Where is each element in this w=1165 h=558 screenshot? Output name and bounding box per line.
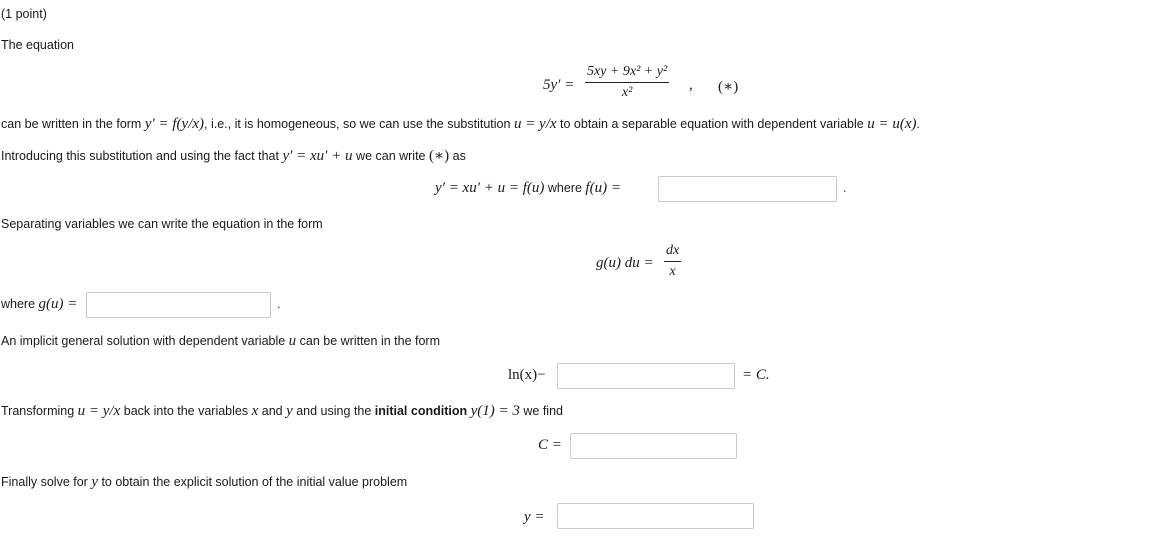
- math-derivative: y′ = xu′ + u: [282, 148, 353, 164]
- math-y: y: [91, 474, 98, 490]
- f-period: .: [843, 180, 847, 195]
- math-substitution: u = y/x: [513, 116, 557, 132]
- intro-text: The equation: [1, 38, 74, 52]
- math-f-label: f(u) =: [585, 180, 621, 196]
- equation-lhs: 5y′ =: [543, 77, 575, 93]
- math-g-label: g(u) =: [38, 296, 78, 312]
- text: can be written in the form: [296, 334, 440, 348]
- final-text: [1, 474, 407, 491]
- text: we can write: [352, 149, 429, 163]
- dx-over-x-fraction: [664, 243, 681, 280]
- g-u-input[interactable]: [86, 292, 271, 318]
- text: as: [449, 149, 466, 163]
- equation-comma: ,: [689, 77, 693, 93]
- f-u-input[interactable]: [658, 176, 837, 202]
- text: .: [916, 117, 920, 131]
- fraction-numerator: dx: [666, 243, 680, 258]
- text: , i.e., it is homogeneous, so we can use the substitution: [204, 117, 514, 131]
- text: An implicit general solution with dependent variable: [1, 334, 289, 348]
- text: Introducing this substitution and using the fact that: [1, 149, 283, 163]
- implicit-input[interactable]: [557, 363, 735, 389]
- math-x: x: [251, 403, 259, 419]
- equation-fraction: [585, 64, 669, 101]
- math-f-lhs: y′ = xu′ + u = f(u): [435, 180, 545, 196]
- text: and using the: [292, 404, 375, 418]
- math-u-sub: u = y/x: [77, 403, 121, 419]
- text: back into the variables: [120, 404, 252, 418]
- equation-numerator: 5xy + 9x² + y²: [587, 64, 668, 79]
- f-equation: [435, 180, 621, 197]
- math-star: (∗): [428, 148, 450, 164]
- text: Finally solve for: [1, 475, 92, 489]
- math-form: y′ = f(y/x): [144, 116, 205, 132]
- initial-condition-label: initial condition: [374, 404, 468, 418]
- implicit-rhs: = C.: [742, 367, 770, 383]
- implicit-lhs: ln(x)−: [508, 367, 546, 383]
- math-initial-condition: y(1) = 3: [470, 403, 520, 419]
- y-input[interactable]: [557, 503, 754, 529]
- equation-denominator: x²: [621, 85, 633, 100]
- substitution-sentence: [1, 146, 466, 165]
- implicit-text: [1, 333, 440, 350]
- separating-text: Separating variables we can write the equation in the form: [1, 217, 323, 231]
- c-input[interactable]: [570, 433, 737, 459]
- text: Transforming: [1, 404, 78, 418]
- text: to obtain a separable equation with dependent variable: [556, 117, 868, 131]
- where-g-label: [1, 296, 77, 313]
- points-label: (1 point): [1, 7, 47, 21]
- fraction-denominator: x: [669, 264, 676, 279]
- transform-text: [1, 403, 563, 420]
- equation-label: (∗): [718, 79, 739, 95]
- text: where: [1, 297, 39, 311]
- text: where: [544, 181, 586, 195]
- math-dependent-variable: u = u(x): [867, 116, 917, 132]
- homogeneous-sentence: [1, 116, 920, 133]
- fraction-bar: [585, 82, 669, 83]
- y-label: y =: [524, 509, 545, 525]
- g-equation-lhs: g(u) du =: [596, 255, 654, 271]
- text: and: [258, 404, 287, 418]
- c-label: C =: [538, 437, 562, 453]
- text: to obtain the explicit solution of the initial value problem: [97, 475, 408, 489]
- text: can be written in the form: [1, 117, 145, 131]
- math-u: u: [288, 333, 297, 349]
- fraction-bar: [664, 261, 681, 262]
- g-period: .: [277, 296, 281, 311]
- math-y: y: [286, 403, 293, 419]
- text: we find: [519, 404, 563, 418]
